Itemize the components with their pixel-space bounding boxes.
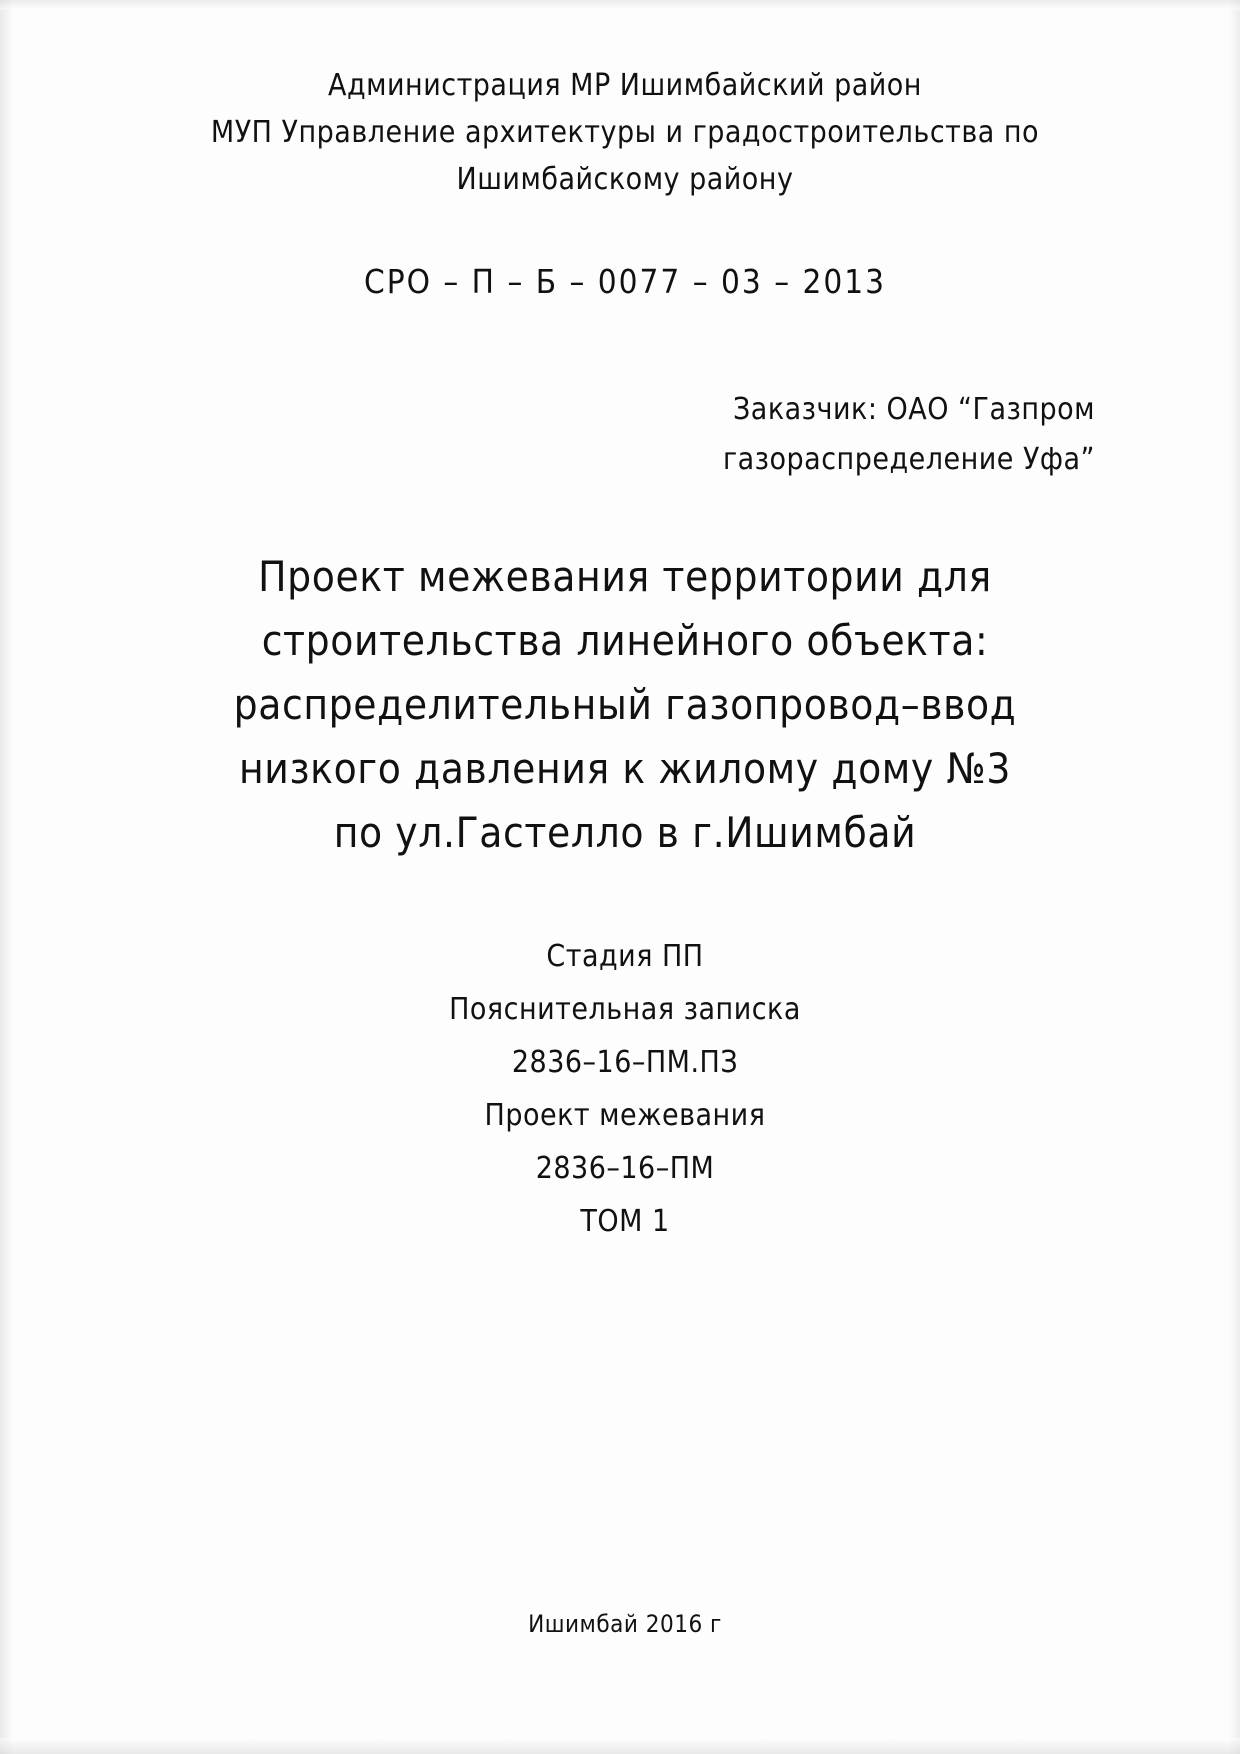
customer-block (575, 385, 1175, 485)
stage-line-1: Стадия ПП (546, 939, 704, 974)
title-line-4: низкого давления к жилому дому №3 (239, 744, 1011, 793)
title-line-5: по ул.Гастелло в г.Ишимбай (333, 808, 917, 857)
page-edge-right (1228, 0, 1240, 1754)
organization-line-3: Ишимбайскому району (456, 162, 794, 197)
stage-line-2: Пояснительная записка (449, 992, 801, 1027)
organization-line-1: Администрация МР Ишимбайский район (328, 68, 922, 103)
stage-line-3: 2836–16–ПМ.ПЗ (511, 1045, 739, 1080)
page-edge-left (0, 0, 14, 1754)
customer-line-2: газораспределение Уфа” (722, 442, 1095, 477)
stage-block (95, 930, 1155, 1248)
organization-block (95, 62, 1155, 203)
stage-line-5: 2836–16–ПМ (535, 1151, 715, 1186)
stage-line-4: Проект межевания (484, 1098, 766, 1133)
title-line-1: Проект межевания территории для (258, 552, 992, 601)
sro-number: СРО – П – Б – 0077 – 03 – 2013 (363, 262, 887, 301)
document-title (95, 545, 1155, 865)
stage-line-6: ТОМ 1 (580, 1204, 670, 1239)
title-line-3: распределительный газопровод–ввод (233, 680, 1017, 729)
title-line-2: строительства линейного объекта: (261, 616, 989, 665)
organization-line-2: МУП Управление архитектуры и градостроительства по (210, 115, 1040, 150)
title-page-content (95, 0, 1155, 1754)
place-year-footer: Ишимбай 2016 г (528, 1610, 722, 1638)
customer-line-1: Заказчик: ОАО “Газпром (733, 392, 1095, 427)
